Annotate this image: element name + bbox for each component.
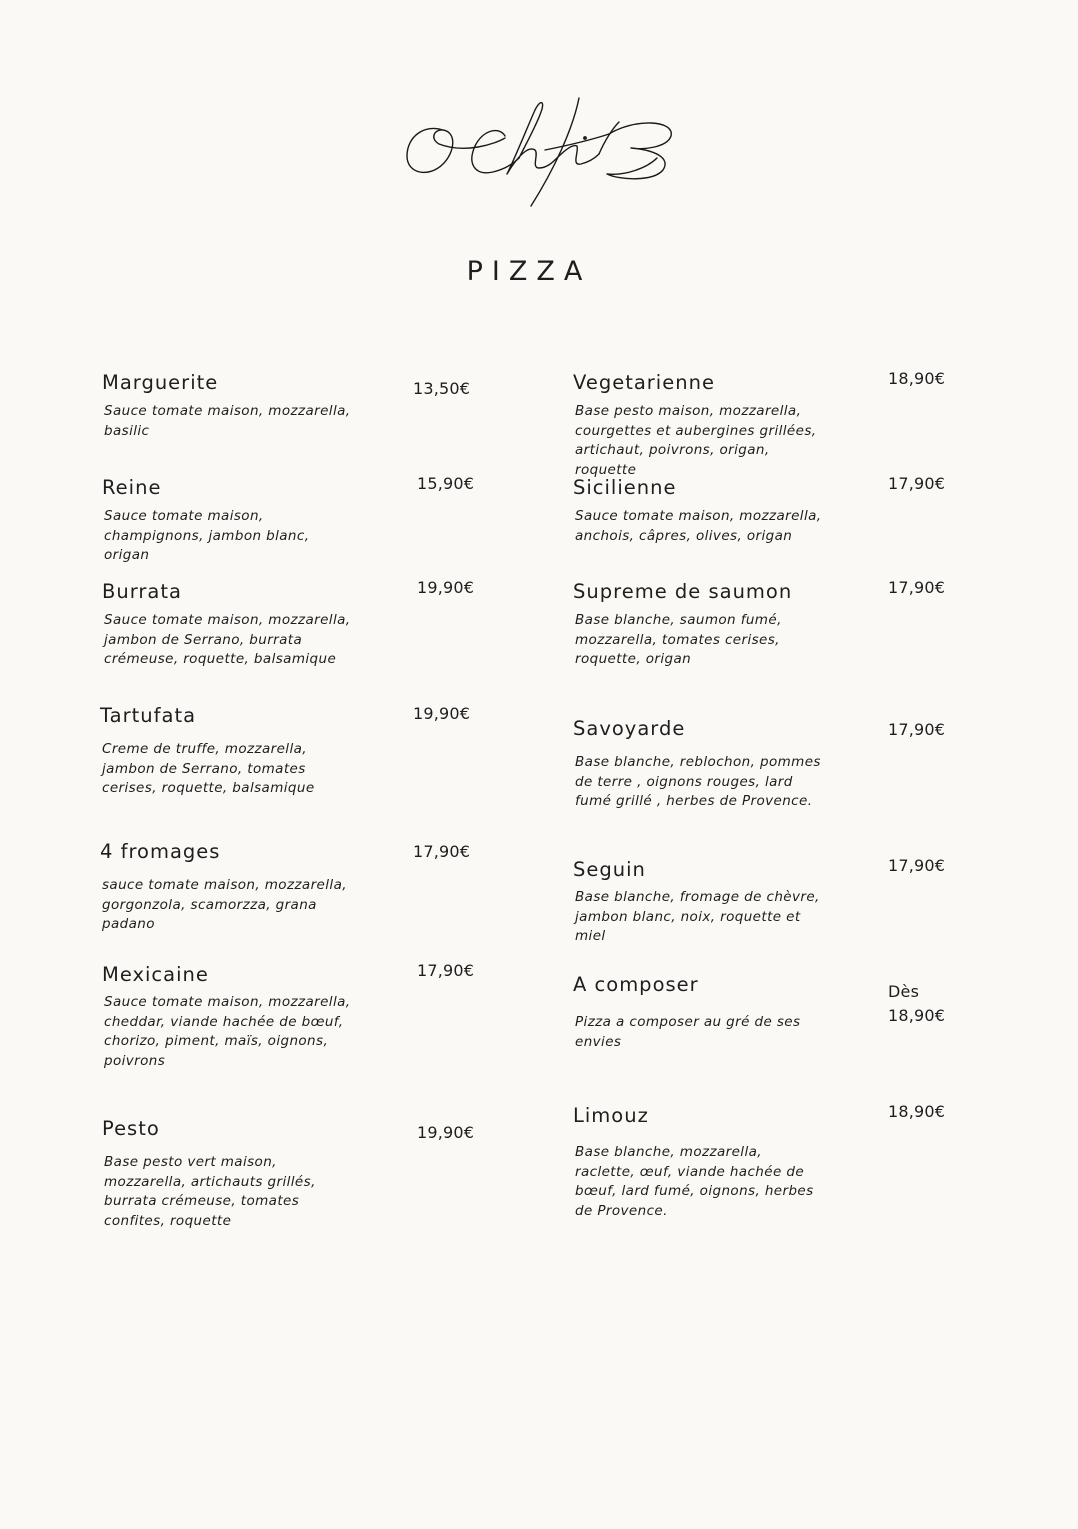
item-price: 18,90€ [888, 1102, 946, 1121]
item-name: Tartufata [100, 704, 197, 727]
item-description: Base pesto maison, mozzarella, courgettes et aubergines grillées, artichaut, poivrons, origan, roquette [575, 403, 817, 478]
item-name: Pesto [102, 1117, 160, 1140]
item-name: Sicilienne [573, 476, 677, 499]
item-price: 17,90€ [888, 578, 946, 597]
item-price: 17,90€ [888, 856, 946, 875]
item-name: A composer [573, 973, 699, 996]
item-name: Mexicaine [102, 963, 209, 986]
item-price: 19,90€ [417, 1123, 475, 1142]
item-description: Base blanche, fromage de chèvre, jambon blanc, noix, roquette et miel [575, 889, 820, 944]
item-description: Base blanche, saumon fumé, mozzarella, tomates cerises, roquette, origan [575, 612, 782, 667]
item-price: 19,90€ [417, 578, 475, 597]
item-description: Base pesto vert maison, mozzarella, artichauts grillés, burrata crémeuse, tomates confites, roquette [104, 1154, 316, 1229]
item-price: 17,90€ [413, 842, 471, 861]
item-description: sauce tomate maison, mozzarella, gorgonzola, scamorzza, grana padano [102, 877, 347, 932]
item-description: Base blanche, reblochon, pommes de terre , oignons rouges, lard fumé grillé , herbes de Provence. [575, 754, 821, 809]
item-description: Creme de truffe, mozzarella, jambon de Serrano, tomates cerises, roquette, balsamique [102, 741, 315, 796]
item-name: Marguerite [102, 371, 219, 394]
item-name: 4 fromages [100, 840, 221, 863]
item-description: Sauce tomate maison, champignons, jambon blanc, origan [104, 508, 310, 563]
item-name: Supreme de saumon [573, 580, 793, 603]
item-price: 13,50€ [413, 379, 471, 398]
item-price: 17,90€ [417, 961, 475, 980]
item-name: Burrata [102, 580, 182, 603]
item-name: Savoyarde [573, 717, 686, 740]
brand-logo [395, 88, 685, 213]
item-price: 19,90€ [413, 704, 471, 723]
item-name: Limouz [573, 1104, 649, 1127]
item-description: Sauce tomate maison, mozzarella, basilic [104, 403, 351, 439]
item-description: Sauce tomate maison, mozzarella, anchois, câpres, olives, origan [575, 508, 822, 544]
item-description: Sauce tomate maison, mozzarella, jambon de Serrano, burrata crémeuse, roquette, balsamique [104, 612, 351, 667]
item-name: Reine [102, 476, 162, 499]
item-price: Dès 18,90€ [888, 982, 946, 1025]
item-description: Pizza a composer au gré de ses envies [575, 1014, 801, 1050]
item-description: Base blanche, mozzarella, raclette, œuf, viande hachée de bœuf, lard fumé, oignons, herbes de Provence. [575, 1144, 814, 1219]
item-price: 15,90€ [417, 474, 475, 493]
item-name: Vegetarienne [573, 371, 715, 394]
item-price: 18,90€ [888, 369, 946, 388]
item-description: Sauce tomate maison, mozzarella, cheddar, viande hachée de bœuf, chorizo, piment, maïs, oignons, poivrons [104, 994, 351, 1069]
item-price: 17,90€ [888, 720, 946, 739]
menu-title: PIZZA [466, 256, 592, 287]
item-name: Seguin [573, 858, 646, 881]
item-price: 17,90€ [888, 474, 946, 493]
